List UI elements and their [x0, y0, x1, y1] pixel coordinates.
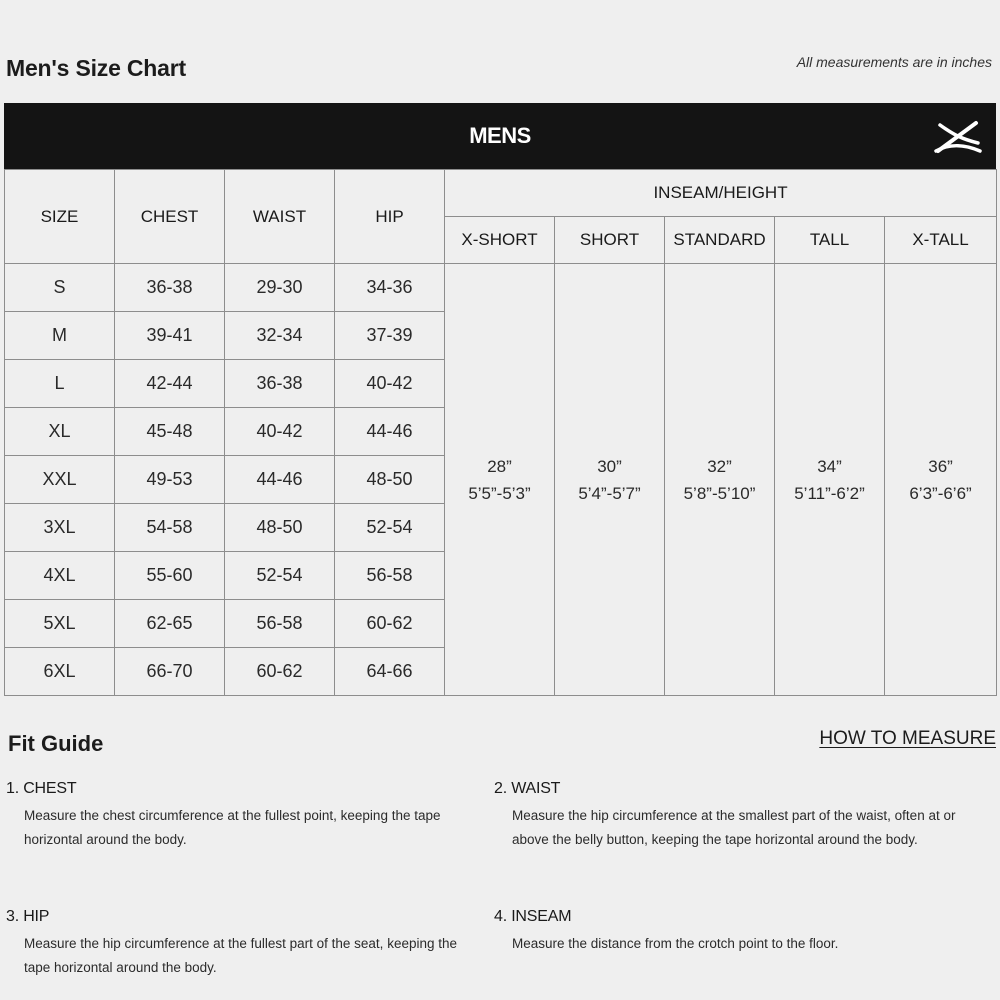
header-size: SIZE	[5, 170, 115, 264]
cell-inseam-short	[555, 264, 665, 696]
cell-hip: 60-62	[335, 600, 445, 648]
guide-text: Measure the chest circumference at the fullest point, keeping the tape horizontal around the body.	[24, 808, 441, 847]
cell-hip: 44-46	[335, 408, 445, 456]
cell-hip: 37-39	[335, 312, 445, 360]
inseam-value: 28”	[487, 456, 512, 476]
cell-inseam-tall	[775, 264, 885, 696]
header-hip: HIP	[335, 170, 445, 264]
cell-hip: 52-54	[335, 504, 445, 552]
cell-chest: 54-58	[115, 504, 225, 552]
header-tall: TALL	[775, 217, 885, 264]
units-note: All measurements are in inches	[796, 54, 992, 70]
cell-chest: 45-48	[115, 408, 225, 456]
cell-chest: 39-41	[115, 312, 225, 360]
cell-inseam-x-short	[445, 264, 555, 696]
inseam-value: 32”	[707, 456, 732, 476]
cell-size: XXL	[5, 456, 115, 504]
cell-chest: 42-44	[115, 360, 225, 408]
guide-heading: 2. WAIST	[494, 780, 561, 797]
cell-hip: 56-58	[335, 552, 445, 600]
cell-hip: 40-42	[335, 360, 445, 408]
cell-size: L	[5, 360, 115, 408]
cell-waist: 32-34	[225, 312, 335, 360]
guide-text: Measure the hip circumference at the smallest part of the waist, often at or above the belly button, keeping the tape horizontal around the body.	[512, 808, 956, 847]
cell-inseam-x-tall	[885, 264, 997, 696]
header-chest: CHEST	[115, 170, 225, 264]
header-inseam-height: INSEAM/HEIGHT	[445, 170, 997, 217]
inseam-value: 34”	[817, 456, 842, 476]
inseam-value: 36”	[928, 456, 953, 476]
cell-waist: 44-46	[225, 456, 335, 504]
cell-chest: 49-53	[115, 456, 225, 504]
cell-chest: 62-65	[115, 600, 225, 648]
fit-guide-title: Fit Guide	[8, 731, 104, 756]
brand-x-logo-icon	[932, 117, 984, 157]
cell-size: S	[5, 264, 115, 312]
guide-heading: 4. INSEAM	[494, 908, 572, 925]
header-x-short: X-SHORT	[445, 217, 555, 264]
banner-title: MENS	[469, 123, 531, 148]
cell-size: 6XL	[5, 648, 115, 696]
cell-waist: 29-30	[225, 264, 335, 312]
cell-chest: 36-38	[115, 264, 225, 312]
cell-waist: 40-42	[225, 408, 335, 456]
cell-size: 4XL	[5, 552, 115, 600]
mens-banner	[4, 103, 996, 169]
guide-text: Measure the distance from the crotch point to the floor.	[512, 936, 839, 951]
page-title: Men's Size Chart	[6, 55, 186, 81]
height-range: 5’5”-5’3”	[468, 483, 531, 503]
height-range: 5’4”-5’7”	[578, 483, 641, 503]
cell-waist: 60-62	[225, 648, 335, 696]
header-x-tall: X-TALL	[885, 217, 997, 264]
cell-chest: 66-70	[115, 648, 225, 696]
cell-hip: 34-36	[335, 264, 445, 312]
height-range: 5’8”-5’10”	[683, 483, 756, 503]
height-range: 6’3”-6’6”	[909, 483, 972, 503]
cell-waist: 56-58	[225, 600, 335, 648]
cell-size: 3XL	[5, 504, 115, 552]
header-waist: WAIST	[225, 170, 335, 264]
table-row	[5, 264, 997, 312]
cell-waist: 48-50	[225, 504, 335, 552]
fit-guide-chest	[6, 780, 476, 852]
header-standard: STANDARD	[665, 217, 775, 264]
cell-hip: 64-66	[335, 648, 445, 696]
how-to-measure-link[interactable]: HOW TO MEASURE	[819, 728, 996, 749]
guide-heading: 3. HIP	[6, 908, 50, 925]
height-range: 5’11”-6’2”	[794, 483, 865, 503]
size-chart-table	[4, 169, 997, 696]
cell-waist: 36-38	[225, 360, 335, 408]
inseam-value: 30”	[597, 456, 622, 476]
fit-guide-hip	[6, 908, 476, 980]
cell-size: XL	[5, 408, 115, 456]
cell-hip: 48-50	[335, 456, 445, 504]
cell-size: 5XL	[5, 600, 115, 648]
cell-inseam-standard	[665, 264, 775, 696]
fit-guide-inseam	[494, 908, 964, 956]
cell-size: M	[5, 312, 115, 360]
fit-guide-waist	[494, 780, 964, 852]
guide-text: Measure the hip circumference at the fullest part of the seat, keeping the tape horizontal around the body.	[24, 936, 457, 975]
header-short: SHORT	[555, 217, 665, 264]
cell-chest: 55-60	[115, 552, 225, 600]
guide-heading: 1. CHEST	[6, 780, 77, 797]
cell-waist: 52-54	[225, 552, 335, 600]
